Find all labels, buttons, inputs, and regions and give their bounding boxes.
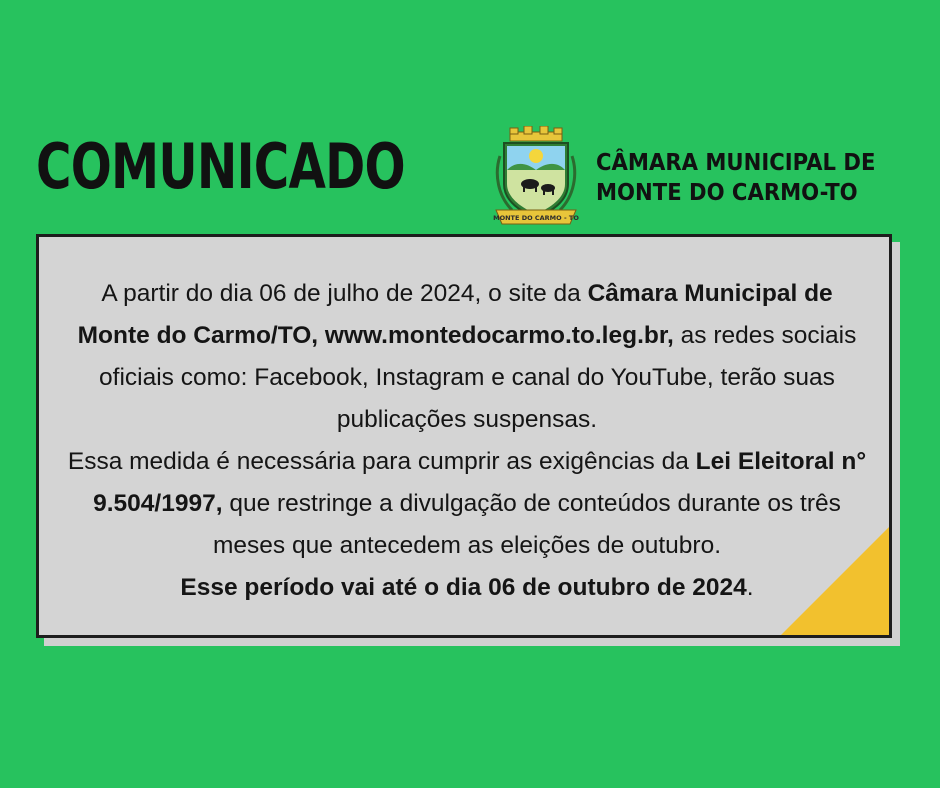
p2-text-1: Essa medida é necessária para cumprir as exigências da	[67, 448, 696, 475]
notice-paragraph-1	[67, 273, 867, 441]
coat-of-arms-icon	[490, 126, 582, 230]
brand-line-2: MONTE DO CARMO-TO	[596, 180, 858, 206]
notice-paragraph-2	[67, 441, 867, 567]
p1-bold-1: Câmara Municipal de Monte do Carmo/TO, www.montedocarmo.to.leg.br,	[77, 280, 833, 349]
p2-bold-1: Lei Eleitoral n° 9.504/1997,	[93, 448, 867, 517]
notice-paragraph-3	[67, 567, 867, 609]
brand-line-1: CÂMARA MUNICIPAL DE	[596, 150, 876, 176]
brand-text	[596, 148, 900, 208]
p2-text-2: que restringe a divulgação de conteúdos durante os três meses que antecedem as eleições de outubro.	[212, 490, 841, 559]
p3-bold-1: Esse período vai até o dia 06 de outubro de 2024	[180, 574, 747, 601]
p1-text-1: A partir do dia 06 de julho de 2024, o site da	[101, 280, 588, 307]
svg-text:MONTE DO CARMO - TO: MONTE DO CARMO - TO	[493, 214, 580, 222]
page-title: COMUNICADO	[36, 130, 405, 203]
p1-text-2: as redes sociais oficiais como: Facebook, Instagram e canal do YouTube, terão suas publicações suspensas.	[99, 322, 857, 433]
notice-card	[36, 234, 892, 638]
brand-block	[490, 126, 900, 230]
header	[0, 118, 940, 230]
notice-body	[67, 273, 867, 609]
p3-text-2: .	[746, 574, 754, 601]
